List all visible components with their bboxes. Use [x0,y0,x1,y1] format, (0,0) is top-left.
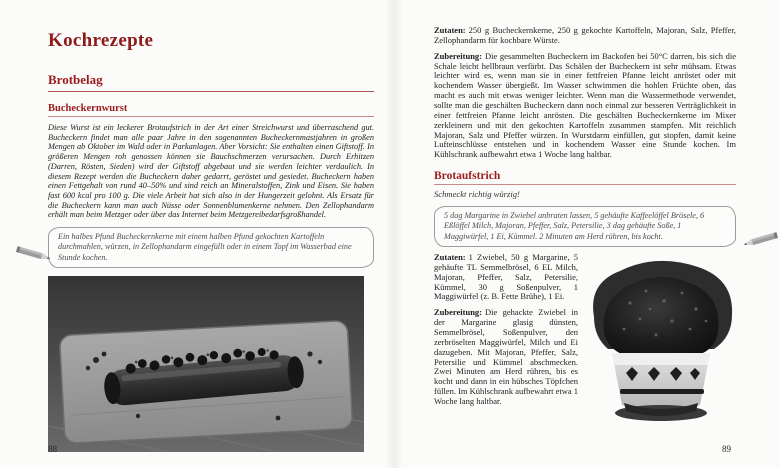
preparation1-paragraph [434,52,736,160]
recipe-intro-text: Diese Wurst ist ein leckerer Brotaufstrich in der Art einer Streichwurst und überraschend gut. Bucheckern findet man alle paar Jahre in den sogenannten Bucheckernmastjahren in großen Mengen ab Oktober im Wald oder in Parkanlagen. Aber Vorsicht: Sie enthalten einen Giftstoff. In größeren Mengen roh genossen können sie Bauchschmerzen verursachen. Durch Erhitzen (Darren, Rösten, Sieden) wird der Giftstoff abgebaut und sie werden leichter verdaulich. In diesem Rezept werden die Bucheckern daher gedarrt, geröstet und gesiedet. Bucheckern haben einen Fettgehalt von rund 40–50% und sind reich an Mineralstoffen, Zink und Eisen. Sie haben fast 600 kcal pro 100 g. Die viele Arbeit hat sich also in der Hungerzeit gelohnt. Als Ersatz für die Bucheckern kann man auch Nüsse oder Sonnenblumenkerne nehmen. Den Zellophandarm erhält man beim Metzger oder über das Internet beim Metzgereibedarfsgroßhandel. [48,123,374,220]
page-gutter-shadow [386,0,402,468]
page-number-left: 88 [48,444,57,454]
ingredients2-label: Zutaten: [434,251,466,262]
pencil-icon [741,229,779,250]
preparation2-text: Die gehackte Zwiebel in der Margarine glasig dünsten, Semmelbrösel, Soßenpulver, den zerbröselten Maggiwürfel, Milch und Ei dazugeben. Mit Majoran, Pfeffer, Salz, Petersilie und Kümmel abschmecken. Zwei Minuten am Herd rühren, bis es kocht und dann in ein hübsches Töpfchen füllen. Im Kühlschrank aufbewahrt etwa 1 Woche lang haltbar. [434,307,578,406]
preparation2-label: Zubereitung: [434,307,483,318]
ingredients1-paragraph [434,26,736,46]
recipe-tagline: Schmeckt richtig würzig! [434,189,520,200]
right-page [434,0,736,423]
ingredients2-text: 1 Zwiebel, 50 g Margarine, 5 gehäufte TL Semmelbrösel, 6 EL Milch, Majoran, Pfeffer, Salz, Petersilie, Kümmel, 30 g Soßenpulver, 1 Maggiwürfel (z. B. Fette Brühe), 1 Ei. [434,251,578,302]
sausage-photo [48,276,364,452]
wrapped-text-block [434,251,736,423]
spread-bowl-photo [586,257,736,423]
recipe-heading-brotaufstrich: Brotaufstrich [434,170,736,185]
ingredients1-label: Zutaten: [434,25,466,35]
recipe-heading-bucheckernwurst: Bucheckernwurst [48,103,374,117]
section-heading-brotbelag: Brotbelag [48,72,374,92]
left-page [48,0,374,452]
book-title: Kochrezepte [48,30,154,51]
page-number-right: 89 [722,444,731,454]
note-text-right: 5 dag Margarine in Zwiebel anbraten lassen, 5 gehäufte Kaffeelöffel Brösele, 6 Eßlöffel Milch, Majoran, Pfeffer, Salz, Petersilie, 3 dag gehäufte Soße, 1 Maggiwürfel, 1 Ei, Kümmel. 2 Minuten am Herd rühren, bis kocht. [444,211,705,241]
preparation1-label: Zubereitung: [434,50,483,61]
preparation1-text: Die gesammelten Bucheckern im Backofen bei 50°C darren, bis sich die Schale leicht hellbraun verfärbt. Das Schälen der Bucheckern ist sehr mühsam. Etwas leichter wird es, wenn man sie in einer fettfreien Pfanne leicht anröstet oder mit kochendem Wasser übergießt. Im Wasser schwimmen die hohlen Früchte oben, das macht es auch mit etwas weniger leichter. Wenn man die Wassermethode verwendet, sollte man die geschälten Bucheckern dann noch einmal zur besseren Verträglichkeit in einer fettfreien Pfanne leicht anrösten. Die geschälten Bucheckernkerne im Mixer zerkleinern und mit den gekochten Kartoffeln zusammen stampfen. Mit reichlich Majoran, Salz und Pfeffer würzen. In Wurstdarm einfüllen, gut stopfen, damit keine Lufteinschlüsse entstehen und in kochendem Wasser eine Stunde kochen. Im Kühlschrank aufbewahrt etwa 1 Woche lang haltbar. [434,50,736,160]
note-text: Ein halbes Pfund Bucheckernkerne mit einem halben Pfund gekochten Kartoffeln durchmahlen, würzen, in Zellophandarm eingefüllt oder in einem Topf im Wasserbad eine Stunde kochen. [58,232,352,262]
ingredients1-text: 250 g Bucheckernkerne, 250 g gekochte Kartoffeln, Majoran, Salz, Pfeffer, Zellophandarm für kochbare Würste. [434,25,736,45]
handwritten-note-box-right [434,206,736,247]
handwritten-note-box [48,227,374,268]
